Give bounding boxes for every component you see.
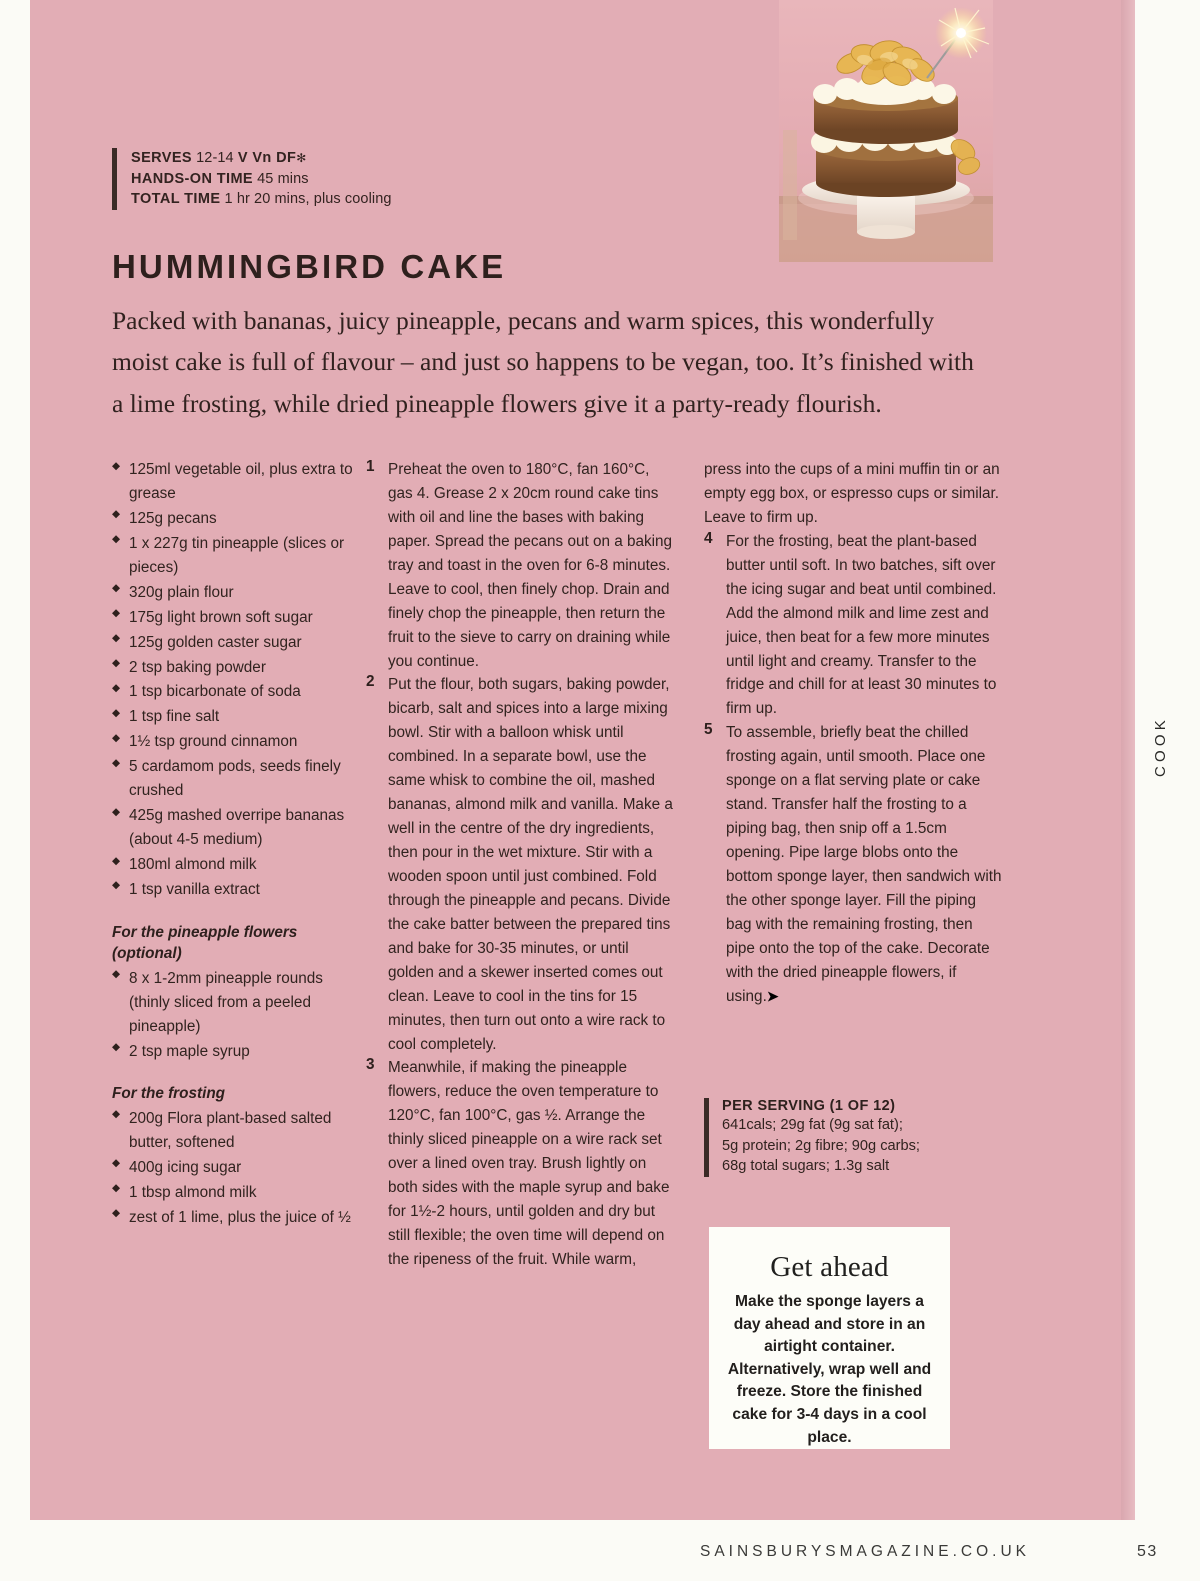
list-item: ◆ 425g mashed overripe bananas (about 4-5 medium) [112,804,358,852]
method-step-3 [366,1056,678,1271]
nutrition-title: PER SERVING (1 OF 12) [722,1098,896,1114]
list-item: ◆ 1 tsp vanilla extract [112,878,358,902]
meta-hands-on-time [131,169,392,190]
hands-on-label: HANDS-ON TIME [131,170,253,187]
method-step-3-continued: press into the cups of a mini muffin tin or an empty egg box, or espresso cups or similar. Leave to firm up. [704,461,1000,526]
list-item: ◆ 1 tbsp almond milk [112,1181,358,1205]
list-item: ◆ 5 cardamom pods, seeds finely crushed [112,755,358,803]
get-ahead-box [709,1227,950,1449]
method-column-left [366,458,678,1272]
method-step-1 [366,458,678,673]
total-time-value: 1 hr 20 mins, plus cooling [224,191,392,208]
list-item: ◆ 2 tsp maple syrup [112,1040,358,1064]
list-item: ◆ 1 tsp fine salt [112,705,358,729]
list-item: ◆ 1 x 227g tin pineapple (slices or pieces) [112,532,358,580]
meta-serves [131,148,392,169]
list-item: ◆ zest of 1 lime, plus the juice of ½ [112,1206,358,1230]
cake-illustration [779,0,993,262]
method-steps-4-5 [704,530,1004,1009]
step-text: Put the flour, both sugars, baking powder, bicarb, salt and spices into a large mixing bowl. Stir with a balloon whisk until combined. In a separate bowl, use the same whisk to combine the oil, mashed bananas, almond milk and vanilla. Make a well in the centre of the dry ingredients, then pour in the wet mixture. Stir with a wooden spoon until just combined. Fold through the pineapple and pecans. Divide the cake batter between the prepared tins and bake for 30-35 minutes, or until golden and a skewer inserted comes out clean. Leave to cool in the tins for 15 minutes, then turn out onto a wire rack to cool completely. [388,676,673,1053]
hands-on-value: 45 mins [257,170,309,187]
get-ahead-body: Make the sponge layers a day ahead and store in an airtight container. Alternatively, wrap well and freeze. Store the finished cake for 3-4 days in a cool place. [727,1293,932,1446]
recipe-meta [112,148,392,210]
section-label-cook: COOK [1152,716,1169,777]
step-text: To assemble, briefly beat the chilled frosting again, until smooth. Place one sponge on a flat serving plate or cake stand. Transfer half the frosting to a piping bag, then snip off a 1.5cm opening. Pipe large blobs onto the bottom sponge layer, then sandwich with the other sponge layer. Fill the piping bag with the remaining frosting, then pipe onto the top of the cake. Decorate with the dried pineapple flowers, if using. [726,724,1002,1005]
diet-tags: V Vn DF [237,150,297,166]
list-item: ◆ 175g light brown soft sugar [112,606,358,630]
serves-value: 12-14 [196,150,234,166]
meta-total-time [131,189,392,210]
method-step-5 [704,721,1004,1008]
step-text: Preheat the oven to 180°C, fan 160°C, gas 4. Grease 2 x 20cm round cake tins with oil and line the bases with baking paper. Spread the pecans out on a baking tray and toast in the oven for 6-8 minutes. Leave to cool, then finely chop. Drain and finely chop the pineapple, then return the fruit to the sieve to carry on draining while you continue. [388,461,673,670]
footer-website-url: SAINSBURYSMAGAZINE.CO.UK [700,1543,1030,1560]
nutrition-line-3: 68g total sugars; 1.3g salt [722,1158,890,1175]
method-step-4 [704,530,1004,722]
method-column-right [704,458,1004,1009]
continue-arrow-icon: ➤ [766,987,779,1004]
page-number: 53 [1137,1543,1158,1560]
step-number: 5 [704,721,713,739]
nutrition-panel [704,1098,1004,1177]
list-item: ◆ 400g icing sugar [112,1156,358,1180]
get-ahead-title: Get ahead [770,1251,889,1283]
step-number: 1 [366,458,375,475]
step-text: Meanwhile, if making the pineapple flowers, reduce the oven temperature to 120°C, fan 100°C, gas ½. Arrange the thinly sliced pineapple on a wire rack set over a lined oven tray. Brush lightly on both sides with the maple syrup and bake for 1½-2 hours, until golden and dry but still flexible; the oven time will depend on the ripeness of the fruit. While warm, [388,1059,670,1268]
ingredients-frosting-list [112,1107,358,1230]
ingredients-main-list [112,458,358,902]
method-step-2 [366,673,678,1056]
hummingbird-cake-photo [779,0,993,262]
list-item: ◆ 125g golden caster sugar [112,631,358,655]
step-number: 3 [366,1056,375,1074]
list-item: ◆ 180ml almond milk [112,853,358,877]
list-item: ◆ 2 tsp baking powder [112,656,358,680]
list-item: ◆ 125g pecans [112,507,358,531]
nutrition-line-2: 5g protein; 2g fibre; 90g carbs; [722,1137,920,1154]
step-number: 2 [366,673,375,691]
list-item: ◆ 1 tsp bicarbonate of soda [112,680,358,704]
method-steps-1-3 [366,458,678,1272]
page-footer [0,1543,1200,1573]
pineapple-flowers-heading: For the pineapple flowers (optional) [112,923,298,963]
list-item: ◆ 125ml vegetable oil, plus extra to grease [112,458,358,506]
freezable-icon: ✻ [296,151,307,165]
step-text: For the frosting, beat the plant-based butter until soft. In two batches, sift over the icing sugar and beat until combined. Add the almond milk and lime zest and juice, then beat for a few more minutes until light and creamy. Transfer to the fridge and chill for at least 30 minutes to firm up. [726,532,997,718]
recipe-standfirst: Packed with bananas, juicy pineapple, pecans and warm spices, this wonderfully moist cake is full of flavour – and just so happens to be vegan, too. It’s finished with a lime frosting, while dried pineapple flowers give it a party-ready flourish. [112,306,974,418]
ingredients-column [112,458,358,1231]
frosting-heading: For the frosting [112,1085,226,1103]
list-item: ◆ 1½ tsp ground cinnamon [112,730,358,754]
total-time-label: TOTAL TIME [131,191,221,208]
nutrition-line-1: 641cals; 29g fat (9g sat fat); [722,1117,903,1133]
list-item: ◆ 200g Flora plant-based salted butter, softened [112,1107,358,1155]
serves-label: SERVES [131,150,192,166]
step-number: 4 [704,529,713,547]
list-item: ◆ 8 x 1-2mm pineapple rounds (thinly sliced from a peeled pineapple) [112,967,358,1039]
list-item: ◆ 320g plain flour [112,581,358,605]
page-title: HUMMINGBIRD CAKE [112,248,507,285]
ingredients-pineapple-flowers-list [112,967,358,1064]
